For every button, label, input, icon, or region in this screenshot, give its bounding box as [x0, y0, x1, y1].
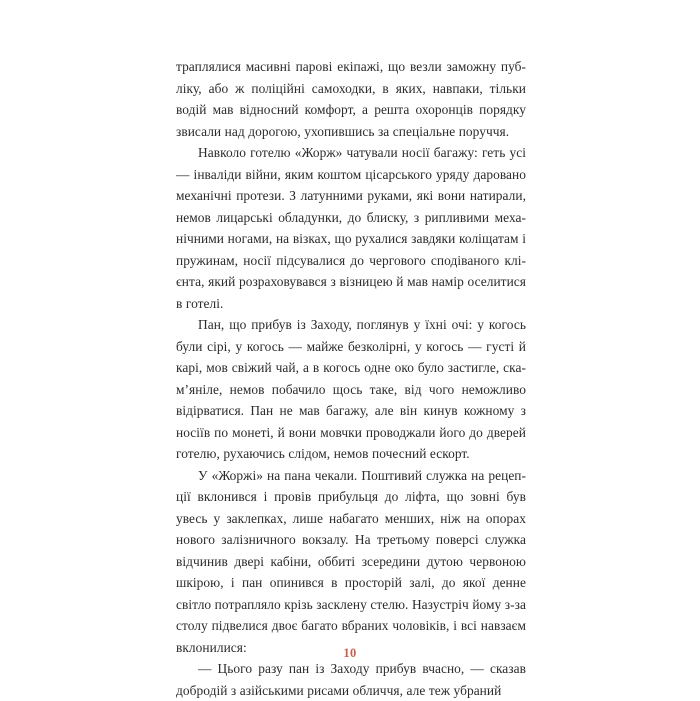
page-number: 10 — [343, 646, 357, 660]
paragraph-4: У «Жоржі» на пана чекали. Поштивий служка на рецепції вклонився і провів прибульця до ліфта, що зовні був увесь у заклепках, лише набагато менших, ніж на опорах нового залізничного вокзалу. На третьому поверсі служка відчинив двері кабіни, оббиті зсередини дутою червоною шкірою, і пан опинився в просторій залі, до якої денне світло потрапляло крізь засклену стелю. Назустріч йому з-за столу підвелися двоє багато вбраних чоловіків, і всі навзаєм вклонилися: — [176, 467, 526, 655]
body-text-block — [176, 56, 526, 701]
paragraph-5: — Цього разу пан із Заходу прибув вчасно, — сказав добродій з азійськими рисами обличчя, але теж убраний — [176, 661, 526, 698]
paragraph-2: Навколо готелю «Жорж» чатували носії багажу: геть усі — інваліди війни, яким коштом цісарського уряду даровано механічні протези. З латунними руками, які вони натирали, немов лицарські обладунки, до блиску, з рипливими механічними ногами, на візках, що рухалися завдяки коліщатам і пружинам, носії підсувалися до чергового сподіваного клієнта, який розраховувався з візницею й мав намір оселитися в готелі. — [176, 145, 526, 311]
paragraph-3: Пан, що прибув із Заходу, поглянув у їхні очі: у когось були сірі, у когось — майже безколірні, у когось — густі й карі, мов свіжий чай, а в когось одне око було застигле, скам’яніле, немов побачило щось таке, від чого неможливо відірватися. Пан не мав багажу, але він кинув кожному з носіїв по монеті, й вони мовчки проводжали його до дверей готелю, рухаючись слідом, немов почесний ескорт. — [176, 317, 526, 461]
paragraph-1: траплялися масивні парові екіпажі, що везли заможну публіку, або ж поліційні самоходки, в яких, навпаки, тільки водій мав відносний комфорт, а решта охоронців порядку звисали над дорогою, ухопившись за спеціальне поруччя. — [176, 59, 526, 139]
